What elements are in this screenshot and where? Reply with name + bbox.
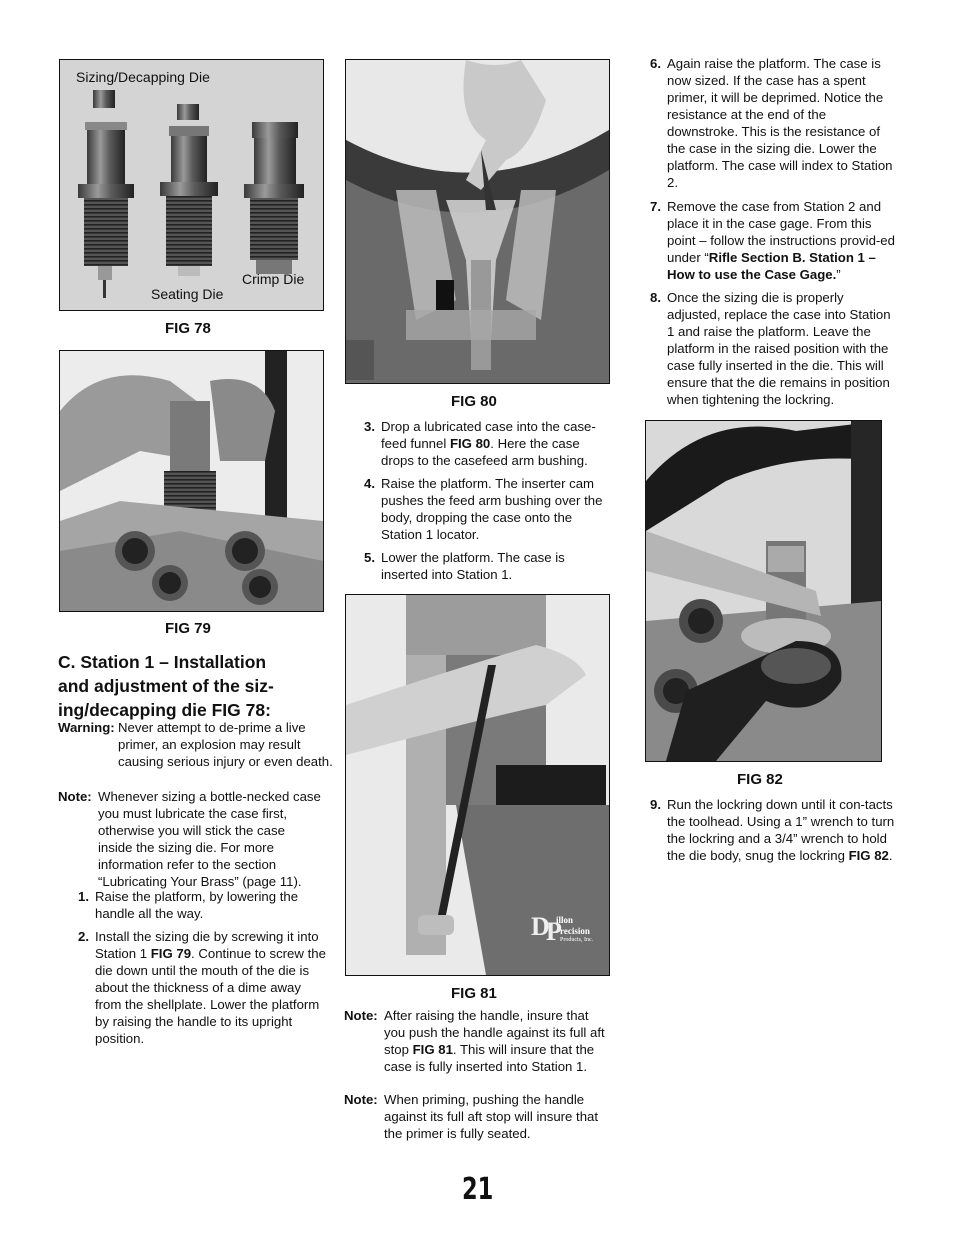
step-5-number: 5. — [364, 550, 375, 565]
mid-note-1-text-a: After raising the handle, insure that you push the handle against its full aft stop — [384, 1008, 605, 1057]
step-2 — [78, 928, 326, 1047]
step-8 — [650, 289, 900, 408]
step-4-text: Raise the platform. The inserter cam pushes the feed arm bushing over the body, dropping the case onto the Station 1 locator. — [381, 476, 603, 542]
fig82-caption: FIG 82 — [737, 771, 783, 788]
heading-line-3: ing/decapping die FIG 78: — [58, 700, 271, 720]
label-crimp-die: Crimp Die — [242, 271, 305, 287]
left-note-block — [58, 788, 320, 890]
step-4-number: 4. — [364, 476, 375, 491]
step-2-text-a: Install the sizing die by screwing it into Station 1 — [95, 929, 319, 961]
mid-note-2-label: Note: — [344, 1092, 378, 1107]
warning-label: Warning: — [58, 720, 115, 735]
step-9-text-b: . — [888, 848, 893, 863]
step-9 — [650, 796, 900, 864]
lockring-wrench-illustration — [646, 421, 881, 761]
fig78-caption: FIG 78 — [165, 320, 211, 337]
step-3 — [364, 418, 610, 469]
casefeed-funnel-illustration — [346, 60, 609, 383]
step-9-fig-ref: FIG 82 — [848, 848, 889, 863]
die-install-illustration — [60, 351, 323, 611]
step-6 — [650, 55, 900, 191]
fig81-caption: FIG 81 — [451, 985, 497, 1002]
step-3-number: 3. — [364, 419, 375, 434]
step-9-text-a: Run the lockring down until it con-tacts the toolhead. Using a 1” wrench to turn the lockring and a 3/4” wrench to hold the die body, snug the lockring — [667, 797, 895, 863]
step-7-number: 7. — [650, 199, 661, 214]
page-number: 21 — [462, 1172, 494, 1207]
step-6-number: 6. — [650, 56, 661, 71]
mid-note-1-label: Note: — [344, 1008, 378, 1023]
warning-block — [58, 719, 333, 770]
svg-text:D: D — [531, 912, 550, 941]
step-2-number: 2. — [78, 929, 89, 944]
mid-note-1 — [344, 1007, 610, 1075]
heading-line-1: C. Station 1 – Installation — [58, 652, 267, 672]
mid-note-1-fig-ref: FIG 81 — [412, 1042, 453, 1057]
svg-text:P: P — [546, 917, 562, 946]
step-2-fig-ref: FIG 79 — [150, 946, 192, 961]
step-6-text: Again raise the platform. The case is now sized. If the case has a spent primer, it will be deprimed. Notice the resistance at the end of the downstroke. This is the resistance of the case in the sizing die. Lower the platform. The case will index to Station 2. — [667, 56, 893, 190]
step-5 — [364, 549, 610, 583]
step-7-text-b: ” — [836, 267, 841, 282]
label-sizing-decapping-die: Sizing/Decapping Die — [76, 69, 210, 85]
step-7-text-a: Remove the case from Station 2 and place it in the case gage. From this point – follow the instructions provid-ed under “ — [667, 199, 895, 265]
step-5-text: Lower the platform. The case is inserted into Station 1. — [381, 550, 565, 582]
dillon-logo-line2: recision — [560, 926, 590, 936]
dillon-logo-line1: illon — [556, 915, 574, 925]
fig82-photo — [645, 420, 882, 762]
step-1-text: Raise the platform, by lowering the handle all the way. — [95, 889, 299, 921]
step-4 — [364, 475, 610, 543]
label-seating-die: Seating Die — [151, 286, 224, 302]
step-8-number: 8. — [650, 290, 661, 305]
step-3-text-a: Drop a lubricated case into the case-feed funnel — [381, 419, 596, 451]
step-3-text-b: . Here the case drops to the casefeed arm bushing. — [381, 436, 588, 468]
mid-note-2 — [344, 1091, 610, 1142]
step-1 — [78, 888, 324, 922]
step-8-text: Once the sizing die is properly adjusted, replace the case into Station 1 and raise the platform. Leave the platform in the raised position with the case fully inserted in the die. This will ensure that the die remains in position when tightening the lockring. — [667, 290, 891, 407]
fig81-photo — [345, 594, 610, 976]
warning-text: Never attempt to de-prime a live primer, an explosion may result causing serious injury or even death. — [118, 720, 333, 769]
heading-line-2: and adjustment of the siz- — [58, 676, 274, 696]
fig80-caption: FIG 80 — [451, 393, 497, 410]
fig78-photo — [59, 59, 324, 311]
step-1-number: 1. — [78, 889, 89, 904]
step-7 — [650, 198, 900, 283]
step-2-text-b: . Continue to screw the die down until the mouth of the die is about the thickness of a dime away from the shellplate. Lower the platform by raising the handle to its upright position. — [95, 946, 326, 1046]
left-note-text: Whenever sizing a bottle-necked case you must lubricate the case first, otherwise you will stick the case inside the sizing die. For more information refer to the section “Lubricating Your Brass” (page 11). — [98, 789, 321, 889]
mid-note-1-text-b: . This will insure that the case is fully inserted into Station 1. — [384, 1042, 595, 1074]
fig80-photo — [345, 59, 610, 384]
dillon-logo-line3: Products, Inc. — [560, 937, 594, 943]
step-7-ref: Rifle Section B. Station 1 – How to use the Case Gage. — [667, 250, 876, 282]
step-3-fig-ref: FIG 80 — [449, 436, 491, 451]
section-heading — [58, 650, 328, 722]
left-note-label: Note: — [58, 789, 92, 804]
fig79-caption: FIG 79 — [165, 620, 211, 637]
step-9-number: 9. — [650, 797, 661, 812]
mid-note-2-text: When priming, pushing the handle against its full aft stop will insure that the primer is fully seated. — [384, 1092, 599, 1141]
fig79-photo — [59, 350, 324, 612]
